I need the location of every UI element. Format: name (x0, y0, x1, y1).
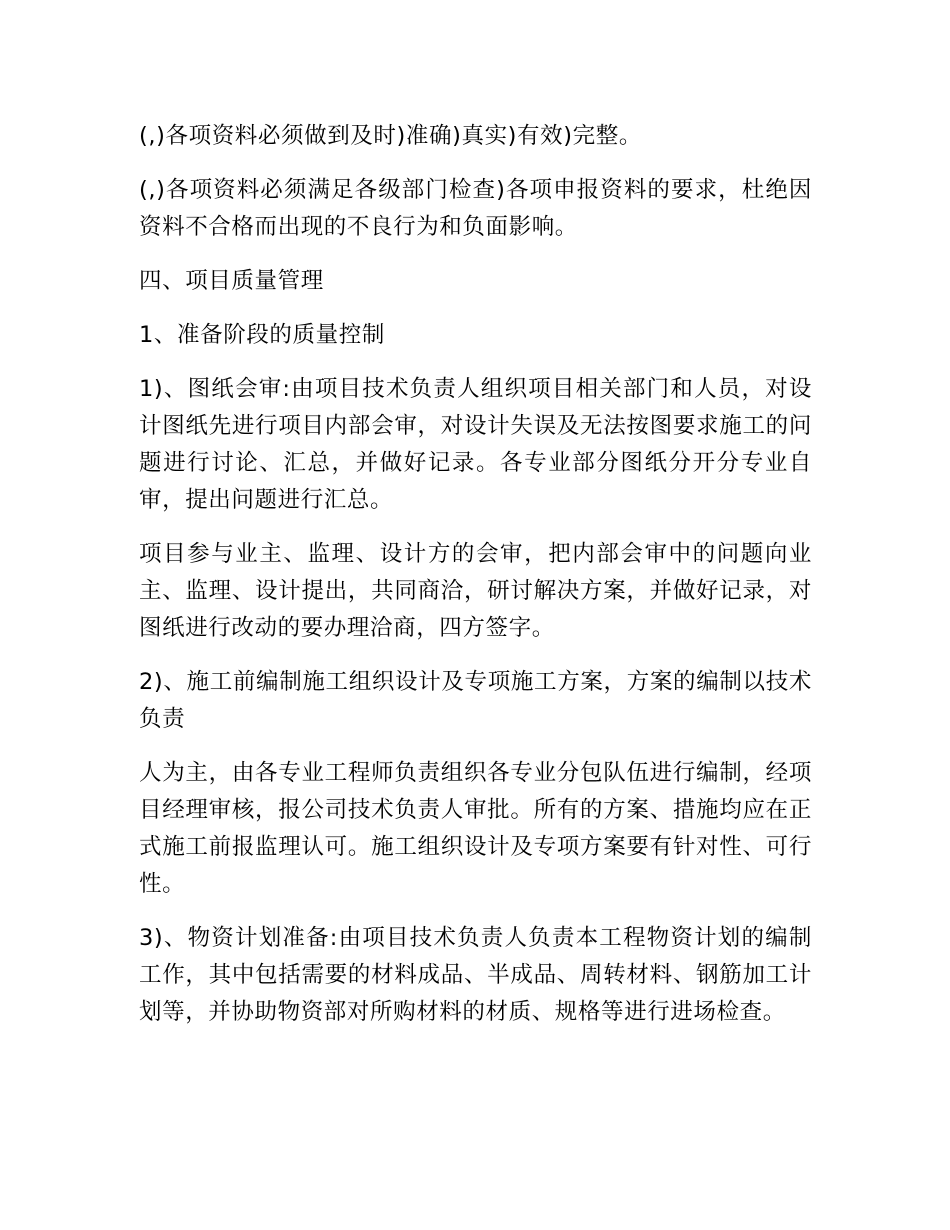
paragraph-document-accuracy: (,)各项资料必须做到及时)准确)真实)有效)完整。 (139, 123, 642, 149)
paragraph-drawing-review: 1)、图纸会审:由项目技术负责人组织项目相关部门和人员，对设计图纸先进行项目内部会审，对设计失误及无法按图要求施工的问题进行讨论、汇总，并做好记录。各专业部分图纸分开分专业自审，提出问题进行汇总。 (139, 376, 812, 513)
subsection-heading-preparation-stage: 1、准备阶段的质量控制 (139, 322, 385, 348)
paragraph-material-planning: 3)、物资计划准备:由项目技术负责人负责本工程物资计划的编制工作，其中包括需要的材料成品、半成品、周转材料、钢筋加工计划等，并协助物资部对所购材料的材质、规格等进行进场检查。 (139, 925, 812, 1025)
paragraph-joint-review: 项目参与业主、监理、设计方的会审，把内部会审中的问题向业主、监理、设计提出，共同商洽，研讨解决方案，并做好记录，对图纸进行改动的要办理洽商，四方签字。 (139, 541, 812, 641)
section-heading-quality-management: 四、项目质量管理 (139, 268, 324, 294)
paragraph-plan-approval: 人为主，由各专业工程师负责组织各专业分包队伍进行编制，经项目经理审核，报公司技术负责人审批。所有的方案、措施均应在正式施工前报监理认可。施工组织设计及专项方案要有针对性、可行性。 (139, 760, 812, 897)
paragraph-inspection-requirements: (,)各项资料必须满足各级部门检查)各项申报资料的要求，杜绝因资料不合格而出现的不良行为和负面影响。 (139, 177, 812, 240)
paragraph-construction-plan: 2)、施工前编制施工组织设计及专项施工方案，方案的编制以技术负责 (139, 669, 812, 732)
